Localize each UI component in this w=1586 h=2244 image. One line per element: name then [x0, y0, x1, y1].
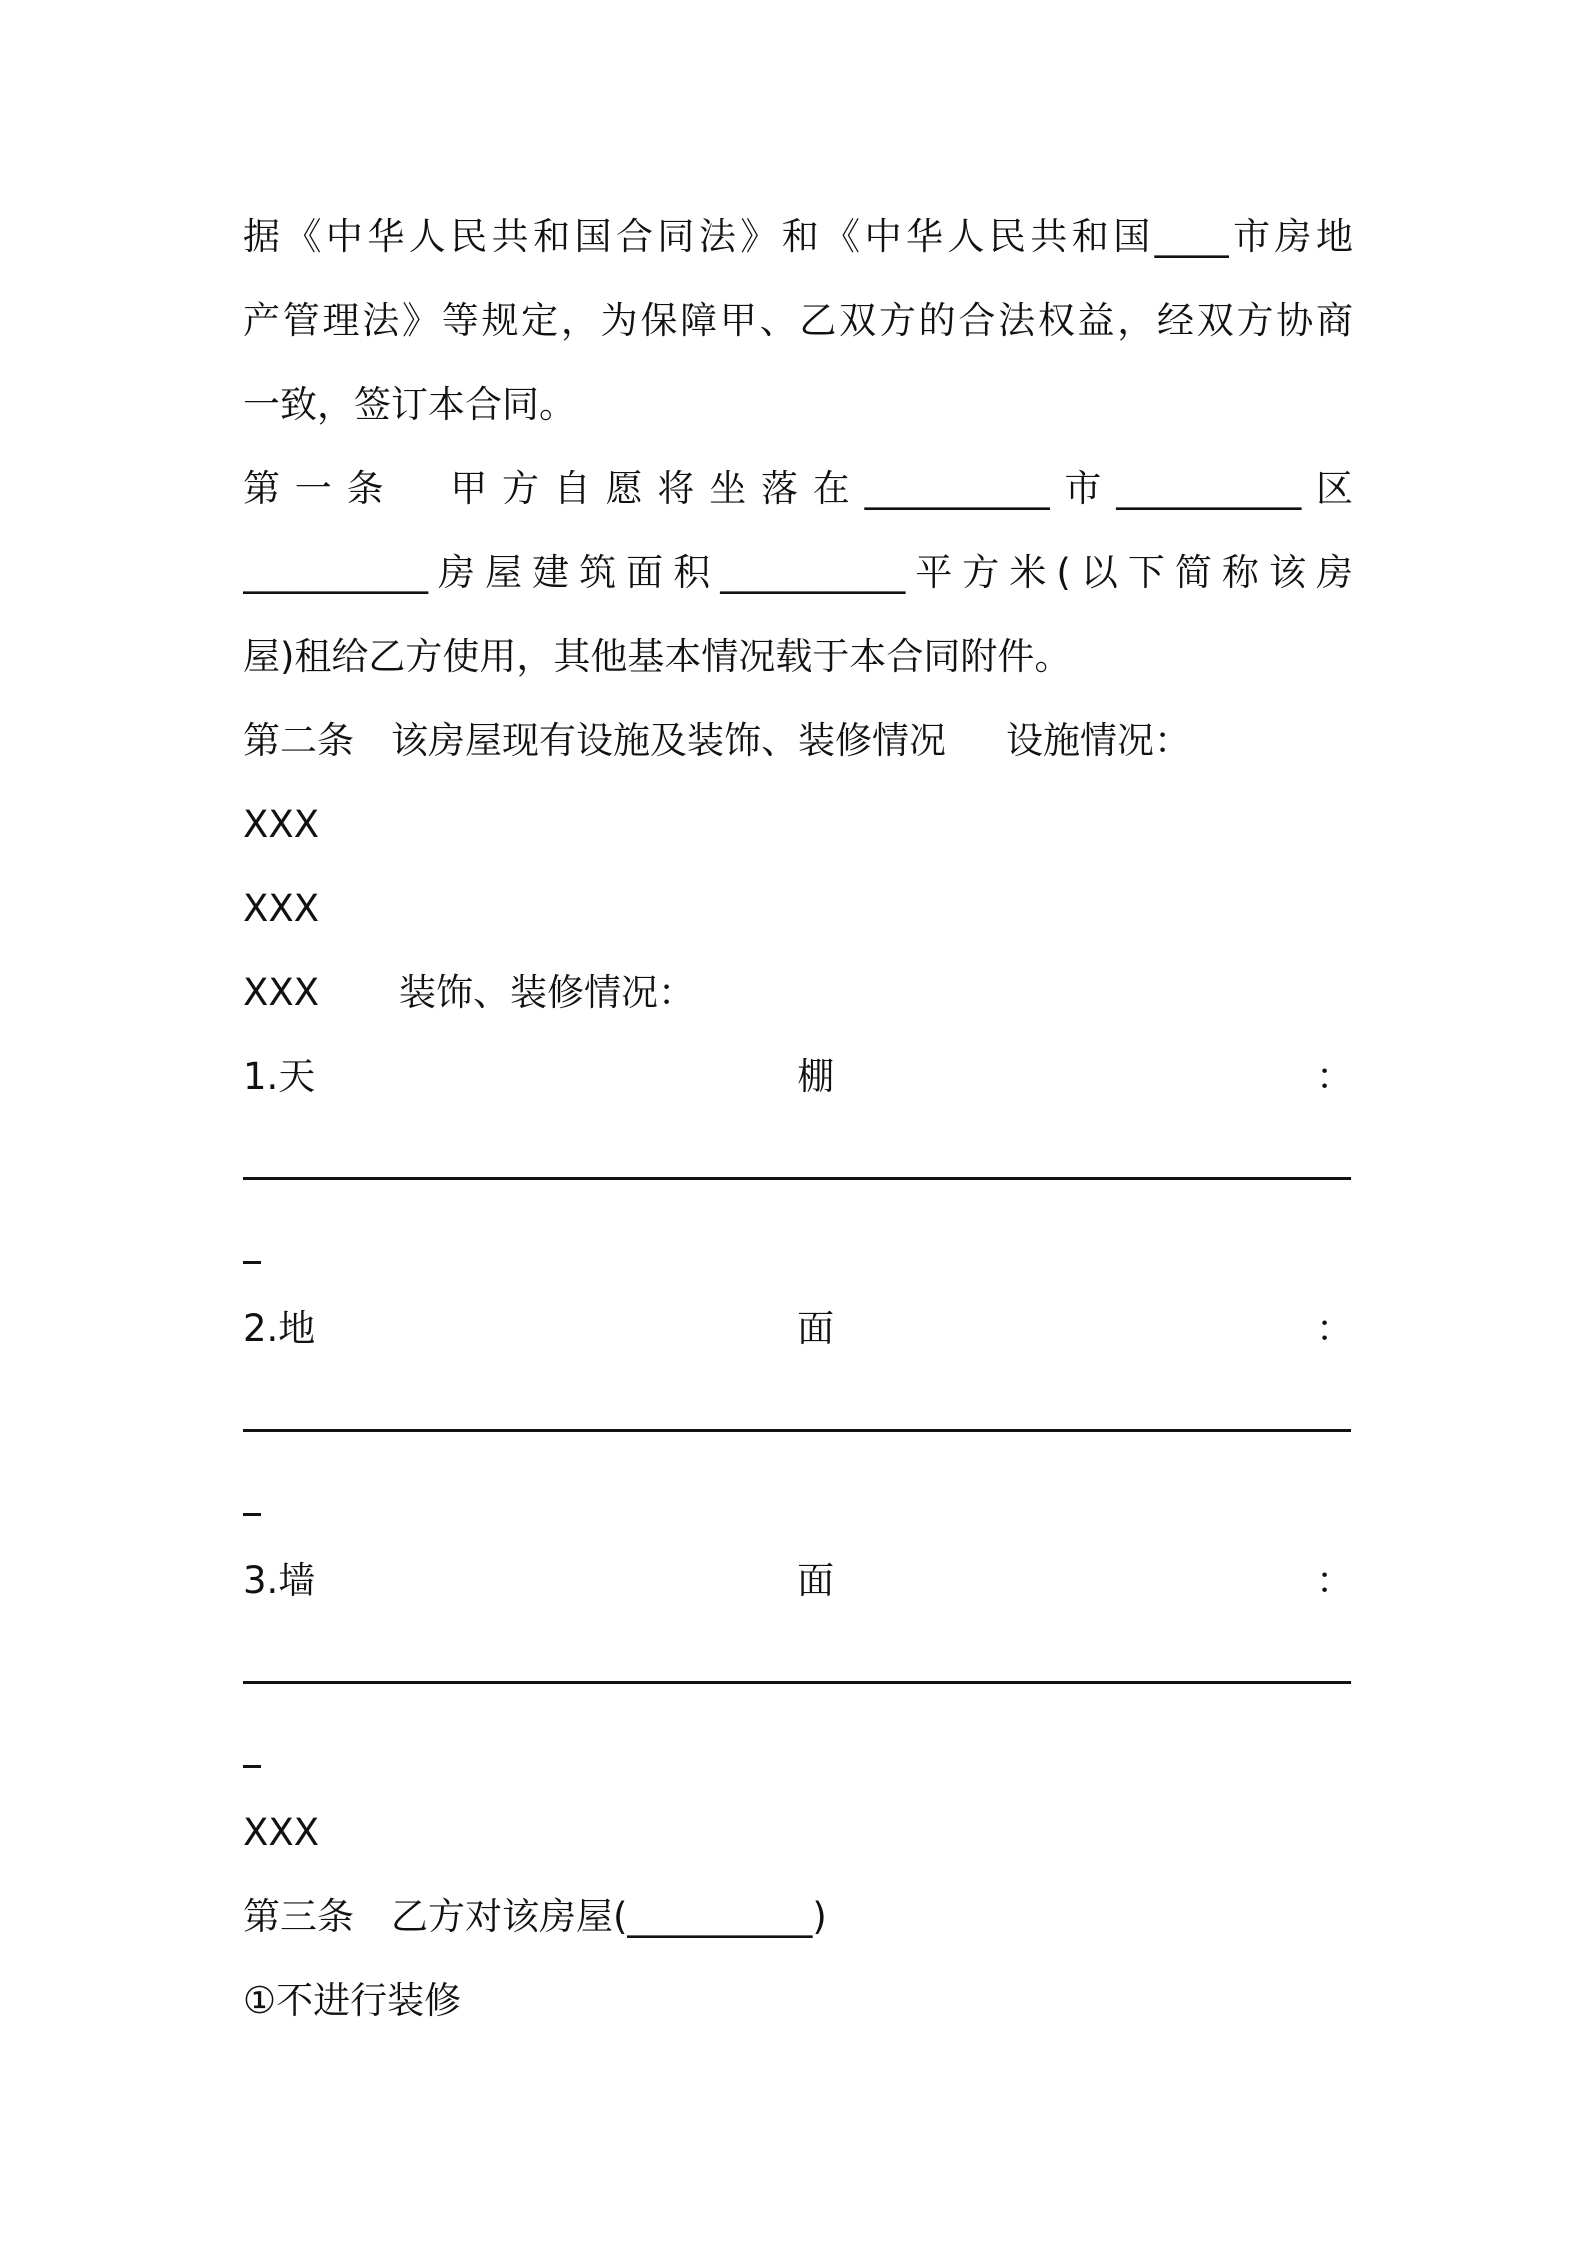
article1-line-1: 第一条 甲方自愿将坐落在__________市__________区	[243, 467, 1353, 510]
decoration-item-4: XXX	[243, 1811, 320, 1854]
article3-heading: 第三条 乙方对该房屋(__________)	[243, 1895, 827, 1938]
floor-colon: ：	[1316, 1307, 1353, 1350]
article2-heading-line	[243, 699, 1353, 783]
wall-label-b: 面	[797, 1559, 835, 1602]
article3-option-1: ①不进行装修	[243, 1979, 462, 2022]
facility-item-3-line	[243, 951, 1353, 1035]
wall-blank-line	[243, 1623, 1353, 1707]
ceiling-blank-tail	[243, 1203, 1353, 1287]
floor-row	[243, 1287, 1353, 1371]
facilities-label: 设施情况：	[1006, 719, 1191, 762]
intro-line-3: 一致，签订本合同。	[243, 383, 576, 426]
wall-blank-tail	[243, 1707, 1353, 1791]
wall-row	[243, 1539, 1353, 1623]
ceiling-blank-line	[243, 1119, 1353, 1203]
ceiling-row	[243, 1035, 1353, 1119]
facility-item-1: XXX	[243, 803, 320, 846]
ceiling-label-b: 棚	[797, 1055, 835, 1098]
facility-item-2: XXX	[243, 887, 320, 930]
article2-heading: 第二条 该房屋现有设施及装饰、装修情况	[243, 719, 946, 762]
document-body	[243, 195, 1353, 2043]
floor-blank-line	[243, 1371, 1353, 1455]
wall-label-a: 3.墙	[243, 1559, 316, 1602]
intro-line-1: 据《中华人民共和国合同法》和《中华人民共和国____市房地	[243, 215, 1353, 258]
facility-item-3: XXX	[243, 971, 320, 1014]
floor-blank-tail	[243, 1455, 1353, 1539]
floor-label-b: 面	[797, 1307, 835, 1350]
ceiling-colon: ：	[1316, 1055, 1353, 1098]
wall-colon: ：	[1316, 1559, 1353, 1602]
decoration-label: 装饰、装修情况：	[399, 971, 696, 1014]
article1-line-2: __________房屋建筑面积__________平方米(以下简称该房	[243, 551, 1353, 594]
intro-line-2: 产管理法》等规定，为保障甲、乙双方的合法权益，经双方协商	[243, 299, 1353, 342]
article1-line-3: 屋)租给乙方使用，其他基本情况载于本合同附件。	[243, 635, 1072, 678]
ceiling-label-a: 1.天	[243, 1055, 316, 1098]
floor-label-a: 2.地	[243, 1307, 316, 1350]
